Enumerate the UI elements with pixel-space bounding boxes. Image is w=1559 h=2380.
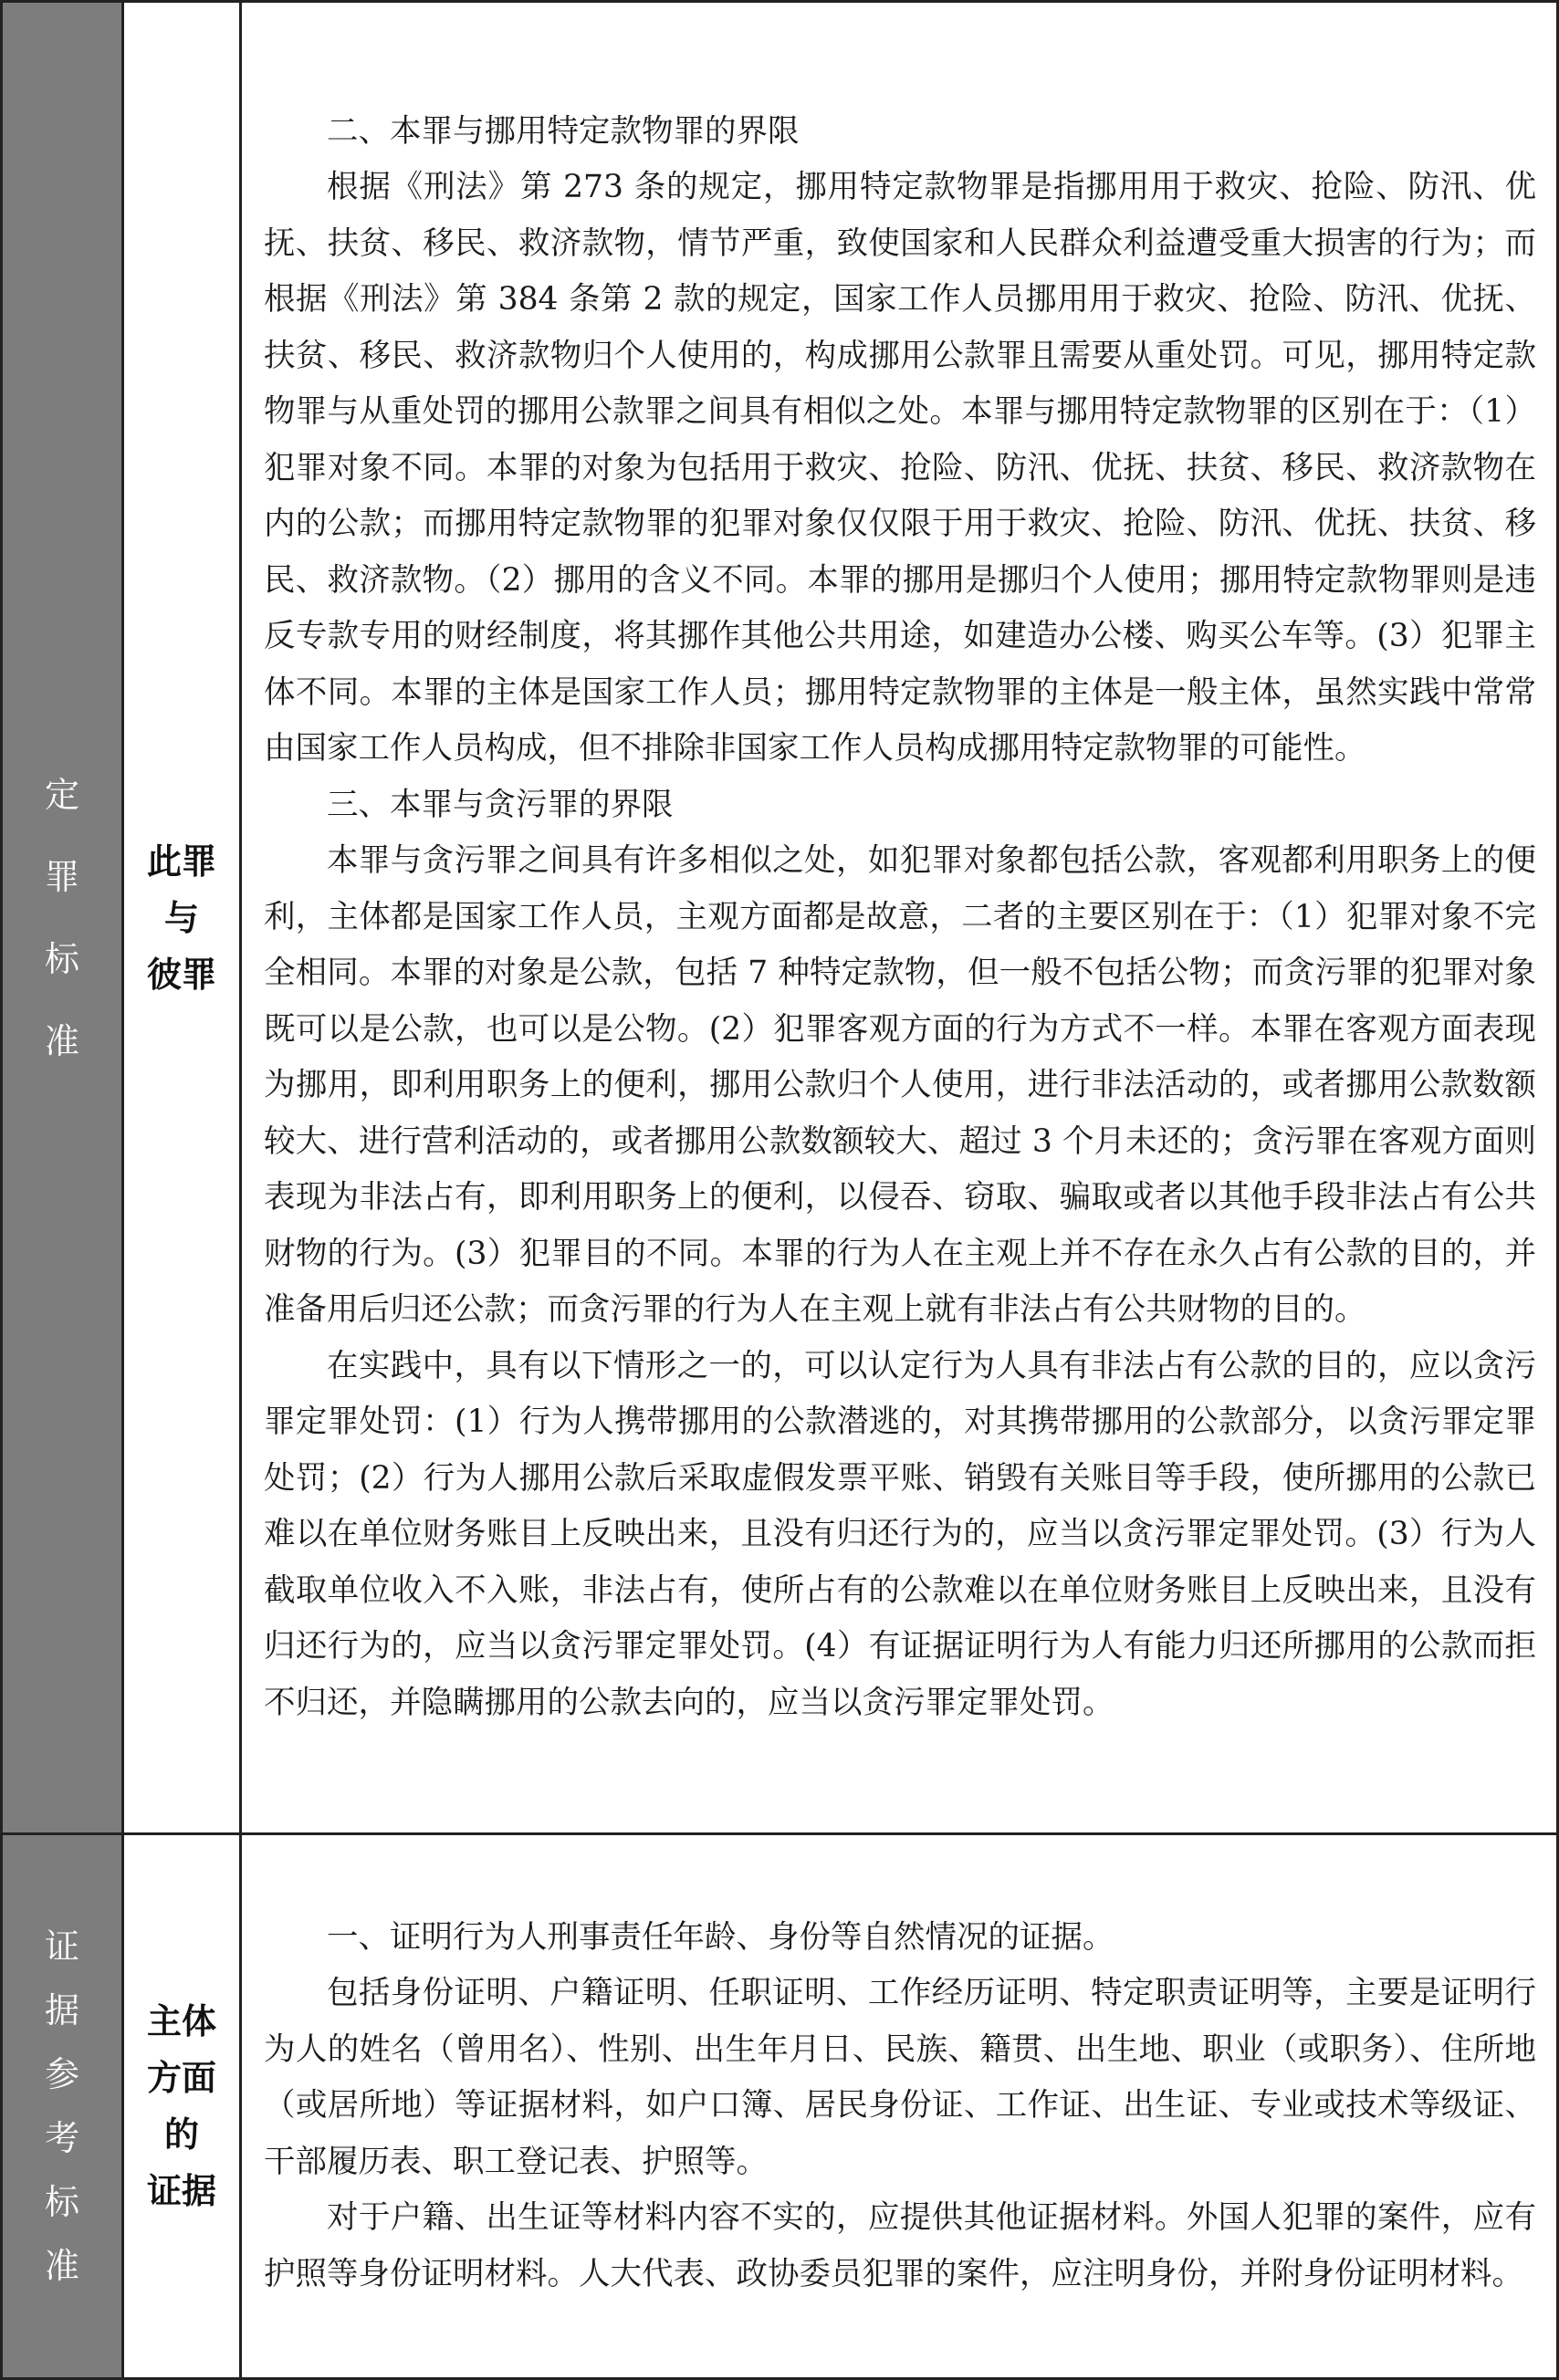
content-cell (241, 1834, 1558, 2379)
section-heading: 三、本罪与贪污罪的界限 (327, 786, 674, 823)
paragraph: 在实践中，具有以下情形之一的，可以认定行为人具有非法占有公款的目的，应以贪污罪定罪处罚：(1）行为人携带挪用的公款潜逃的，对其携带挪用的公款部分，以贪污罪定罪处罚；(2）行为人挪用公款后采取虚假发票平账、销毁有关账目等手段，使所挪用的公款已难以在单位财务账目上反映出来，且没有归还行为的，应当以贪污罪定罪处罚。(3）行为人截取单位收入不入账，非法占有，使所占有的公款难以在单位财务账目上反映出来，且没有归还行为的，应当以贪污罪定罪处罚。(4）有证据证明行为人有能力归还所挪用的公款而拒不归还，并隐瞒挪用的公款去向的，应当以贪污罪定罪处罚。 (264, 1347, 1536, 1721)
category-cell (2, 1834, 123, 2379)
category-char: 准 (44, 2246, 79, 2286)
paragraph: 包括身份证明、户籍证明、任职证明、工作经历证明、特定职责证明等，主要是证明行为人的姓名（曾用名）、性别、出生年月日、民族、籍贯、出生地、职业（或职务）、住所地（或居所地）等证据材料，如户口簿、居民身份证、工作证、出生证、专业或技术等级证、干部履历表、职工登记表、护照等。 (264, 1975, 1536, 2180)
subcategory-line: 证据 (146, 2171, 216, 2211)
table-row (2, 1834, 1558, 2379)
category-char: 参 (44, 2054, 79, 2094)
category-char: 标 (44, 2182, 79, 2222)
paragraph: 对于户籍、出生证等材料内容不实的，应提供其他证据材料。外国人犯罪的案件，应有护照等身份证明材料。人大代表、政协委员犯罪的案件，应注明身份，并附身份证明材料。 (264, 2199, 1536, 2292)
content-body (242, 104, 1556, 1732)
category-char: 定 (44, 774, 79, 815)
subcategory-cell (123, 2, 241, 1834)
category-char: 准 (44, 1020, 79, 1061)
subcategory-line: 彼罪 (146, 954, 216, 995)
category-label (3, 1926, 121, 2286)
table-row (2, 2, 1558, 1834)
category-char: 证 (44, 1926, 79, 1967)
subcategory-line: 方面 (146, 2058, 216, 2098)
section-heading: 二、本罪与挪用特定款物罪的界限 (327, 112, 800, 150)
paragraph: 本罪与贪污罪之间具有许多相似之处，如犯罪对象都包括公款，客观都利用职务上的便利，主体都是国家工作人员，主观方面都是故意，二者的主要区别在于：（1）犯罪对象不完全相同。本罪的对象是公款，包括 7 种特定款物，但一般不包括公物；而贪污罪的犯罪对象既可以是公款，也可以是公物。(2）犯罪客观方面的行为方式不一样。本罪在客观方面表现为挪用，即利用职务上的便利，挪用公款归个人使用，进行非法活动的，或者挪用公款数额较大、进行营利活动的，或者挪用公款数额较大、超过 3 个月未还的；贪污罪在客观方面则表现为非法占有，即利用职务上的便利，以侵吞、窃取、骗取或者以其他手段非法占有公共财物的行为。(3）犯罪目的不同。本罪的行为人在主观上并不存在永久占有公款的目的，并准备用后归还公款；而贪污罪的行为人在主观上就有非法占有公共财物的目的。 (264, 842, 1536, 1329)
subcategory-line: 主体 (146, 2001, 216, 2041)
category-label (3, 774, 121, 1061)
subcategory-cell (123, 1834, 241, 2379)
content-cell (241, 2, 1558, 1834)
subcategory-label (124, 1993, 239, 2219)
subcategory-line: 的 (163, 2114, 199, 2155)
paragraph: 根据《刑法》第 273 条的规定，挪用特定款物罪是指挪用用于救灾、抢险、防汛、优抚、扶贫、移民、救济款物，情节严重，致使国家和人民群众利益遭受重大损害的行为；而根据《刑法》第 384 条第 2 款的规定，国家工作人员挪用用于救灾、抢险、防汛、优抚、扶贫、移民、救济款物归个人使用的，构成挪用公款罪且需要从重处罚。可见，挪用特定款物罪与从重处罚的挪用公款罪之间具有相似之处。本罪与挪用特定款物罪的区别在于：（1）犯罪对象不同。本罪的对象为包括用于救灾、抢险、防汛、优抚、扶贫、移民、救济款物在内的公款；而挪用特定款物罪的犯罪对象仅仅限于用于救灾、抢险、防汛、优抚、扶贫、移民、救济款物。（2）挪用的含义不同。本罪的挪用是挪归个人使用；挪用特定款物罪则是违反专款专用的财经制度，将其挪作其他公共用途，如建造办公楼、购买公车等。(3）犯罪主体不同。本罪的主体是国家工作人员；挪用特定款物罪的主体是一般主体，虽然实践中常常由国家工作人员构成，但不排除非国家工作人员构成挪用特定款物罪的可能性。 (264, 169, 1536, 767)
category-char: 据 (44, 1990, 79, 2030)
category-char: 罪 (44, 856, 79, 897)
subcategory-line: 与 (163, 897, 199, 938)
content-body (242, 1910, 1556, 2303)
category-char: 标 (44, 938, 79, 979)
subcategory-label (124, 833, 239, 1003)
subcategory-line: 此罪 (146, 840, 216, 882)
section-heading: 一、证明行为人刑事责任年龄、身份等自然情况的证据。 (327, 1918, 1114, 1956)
category-cell (2, 2, 123, 1834)
category-char: 考 (44, 2118, 79, 2158)
